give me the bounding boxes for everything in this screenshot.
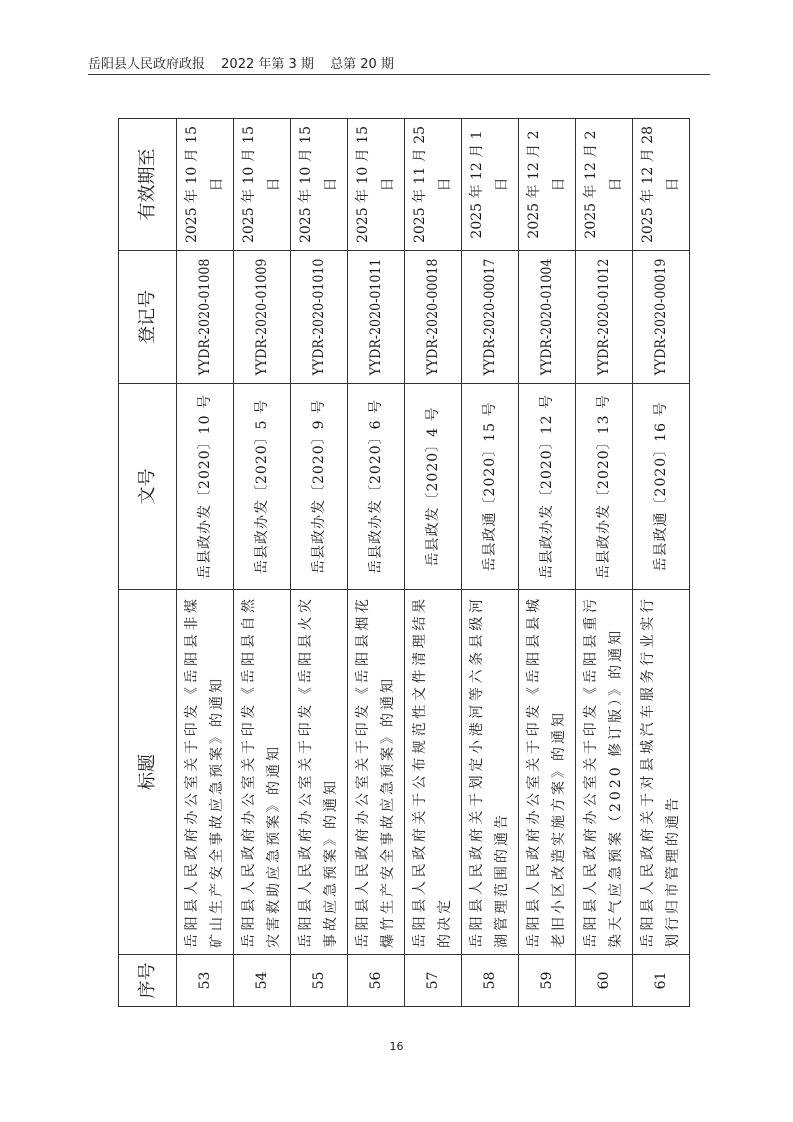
cell-title: 岳阳县人民政府关于对县城汽车服务行业实行划行归市管理的通告 bbox=[633, 590, 690, 955]
column-header-valid-until: 有效期至 bbox=[119, 119, 177, 251]
cell-registration-number: YYDR-2020-01012 bbox=[576, 251, 633, 384]
cell-registration-number: YYDR-2020-00019 bbox=[633, 251, 690, 384]
total-issue-number: 总第 20 期 bbox=[330, 57, 394, 72]
cell-valid-until: 2025 年 11 月 25 日 bbox=[405, 119, 462, 251]
table-row bbox=[405, 119, 462, 1007]
cell-doc-number: 岳县政办发〔2020〕5 号 bbox=[234, 384, 291, 590]
rotated-table-container bbox=[118, 119, 684, 1007]
column-header-title: 标题 bbox=[119, 590, 177, 955]
cell-title: 岳阳县人民政府关于公布规范性文件清理结果的决定 bbox=[405, 590, 462, 955]
table-row bbox=[348, 119, 405, 1007]
cell-doc-number: 岳县政通〔2020〕15 号 bbox=[462, 384, 519, 590]
table-row bbox=[234, 119, 291, 1007]
table-row bbox=[576, 119, 633, 1007]
cell-seq: 58 bbox=[462, 955, 519, 1007]
cell-registration-number: YYDR-2020-01008 bbox=[177, 251, 234, 384]
cell-doc-number: 岳县政办发〔2020〕6 号 bbox=[348, 384, 405, 590]
page-number: 16 bbox=[389, 1040, 404, 1053]
cell-doc-number: 岳县政办发〔2020〕10 号 bbox=[177, 384, 234, 590]
cell-doc-number: 岳县政办发〔2020〕12 号 bbox=[519, 384, 576, 590]
table-row bbox=[462, 119, 519, 1007]
cell-seq: 54 bbox=[234, 955, 291, 1007]
column-header-registration-number: 登记号 bbox=[119, 251, 177, 384]
cell-seq: 61 bbox=[633, 955, 690, 1007]
cell-valid-until: 2025 年 12 月 2 日 bbox=[576, 119, 633, 251]
cell-valid-until: 2025 年 10 月 15 日 bbox=[234, 119, 291, 251]
cell-valid-until: 2025 年 12 月 28 日 bbox=[633, 119, 690, 251]
cell-title: 岳阳县人民政府办公室关于印发《岳阳县重污染天气应急预案（2020 修订版）》的通知 bbox=[576, 590, 633, 955]
publication-name: 岳阳县人民政府政报 bbox=[88, 57, 206, 72]
column-header-doc-number: 文号 bbox=[119, 384, 177, 590]
table-row bbox=[519, 119, 576, 1007]
issue-number: 2022 年第 3 期 bbox=[221, 57, 314, 72]
cell-valid-until: 2025 年 10 月 15 日 bbox=[291, 119, 348, 251]
cell-seq: 56 bbox=[348, 955, 405, 1007]
cell-title: 岳阳县人民政府办公室关于印发《岳阳县火灾事故应急预案》的通知 bbox=[291, 590, 348, 955]
cell-registration-number: YYDR-2020-01010 bbox=[291, 251, 348, 384]
table-row bbox=[633, 119, 690, 1007]
cell-doc-number: 岳县政发〔2020〕4 号 bbox=[405, 384, 462, 590]
cell-title: 岳阳县人民政府办公室关于印发《岳阳县县城老旧小区改造实施方案》的通知 bbox=[519, 590, 576, 955]
cell-registration-number: YYDR-2020-00018 bbox=[405, 251, 462, 384]
cell-registration-number: YYDR-2020-00017 bbox=[462, 251, 519, 384]
cell-doc-number: 岳县政通〔2020〕16 号 bbox=[633, 384, 690, 590]
cell-seq: 55 bbox=[291, 955, 348, 1007]
cell-seq: 57 bbox=[405, 955, 462, 1007]
normative-documents-table bbox=[118, 118, 690, 1007]
cell-title: 岳阳县人民政府办公室关于印发《岳阳县自然灾害救助应急预案》的通知 bbox=[234, 590, 291, 955]
column-header-seq: 序号 bbox=[119, 955, 177, 1007]
cell-seq: 59 bbox=[519, 955, 576, 1007]
table-row bbox=[177, 119, 234, 1007]
cell-valid-until: 2025 年 12 月 2 日 bbox=[519, 119, 576, 251]
table-header-row bbox=[119, 119, 177, 1007]
cell-registration-number: YYDR-2020-01011 bbox=[348, 251, 405, 384]
cell-valid-until: 2025 年 10 月 15 日 bbox=[177, 119, 234, 251]
cell-seq: 53 bbox=[177, 955, 234, 1007]
cell-registration-number: YYDR-2020-01004 bbox=[519, 251, 576, 384]
table-row bbox=[291, 119, 348, 1007]
cell-doc-number: 岳县政办发〔2020〕13 号 bbox=[576, 384, 633, 590]
cell-title: 岳阳县人民政府办公室关于印发《岳阳县烟花爆竹生产安全事故应急预案》的通知 bbox=[348, 590, 405, 955]
cell-valid-until: 2025 年 12 月 1 日 bbox=[462, 119, 519, 251]
cell-doc-number: 岳县政办发〔2020〕9 号 bbox=[291, 384, 348, 590]
running-header bbox=[88, 58, 710, 75]
cell-registration-number: YYDR-2020-01009 bbox=[234, 251, 291, 384]
cell-title: 岳阳县人民政府办公室关于印发《岳阳县非煤矿山生产安全事故应急预案》的通知 bbox=[177, 590, 234, 955]
cell-seq: 60 bbox=[576, 955, 633, 1007]
cell-valid-until: 2025 年 10 月 15 日 bbox=[348, 119, 405, 251]
cell-title: 岳阳县人民政府关于划定小港河等六条县级河湖管理范围的通告 bbox=[462, 590, 519, 955]
